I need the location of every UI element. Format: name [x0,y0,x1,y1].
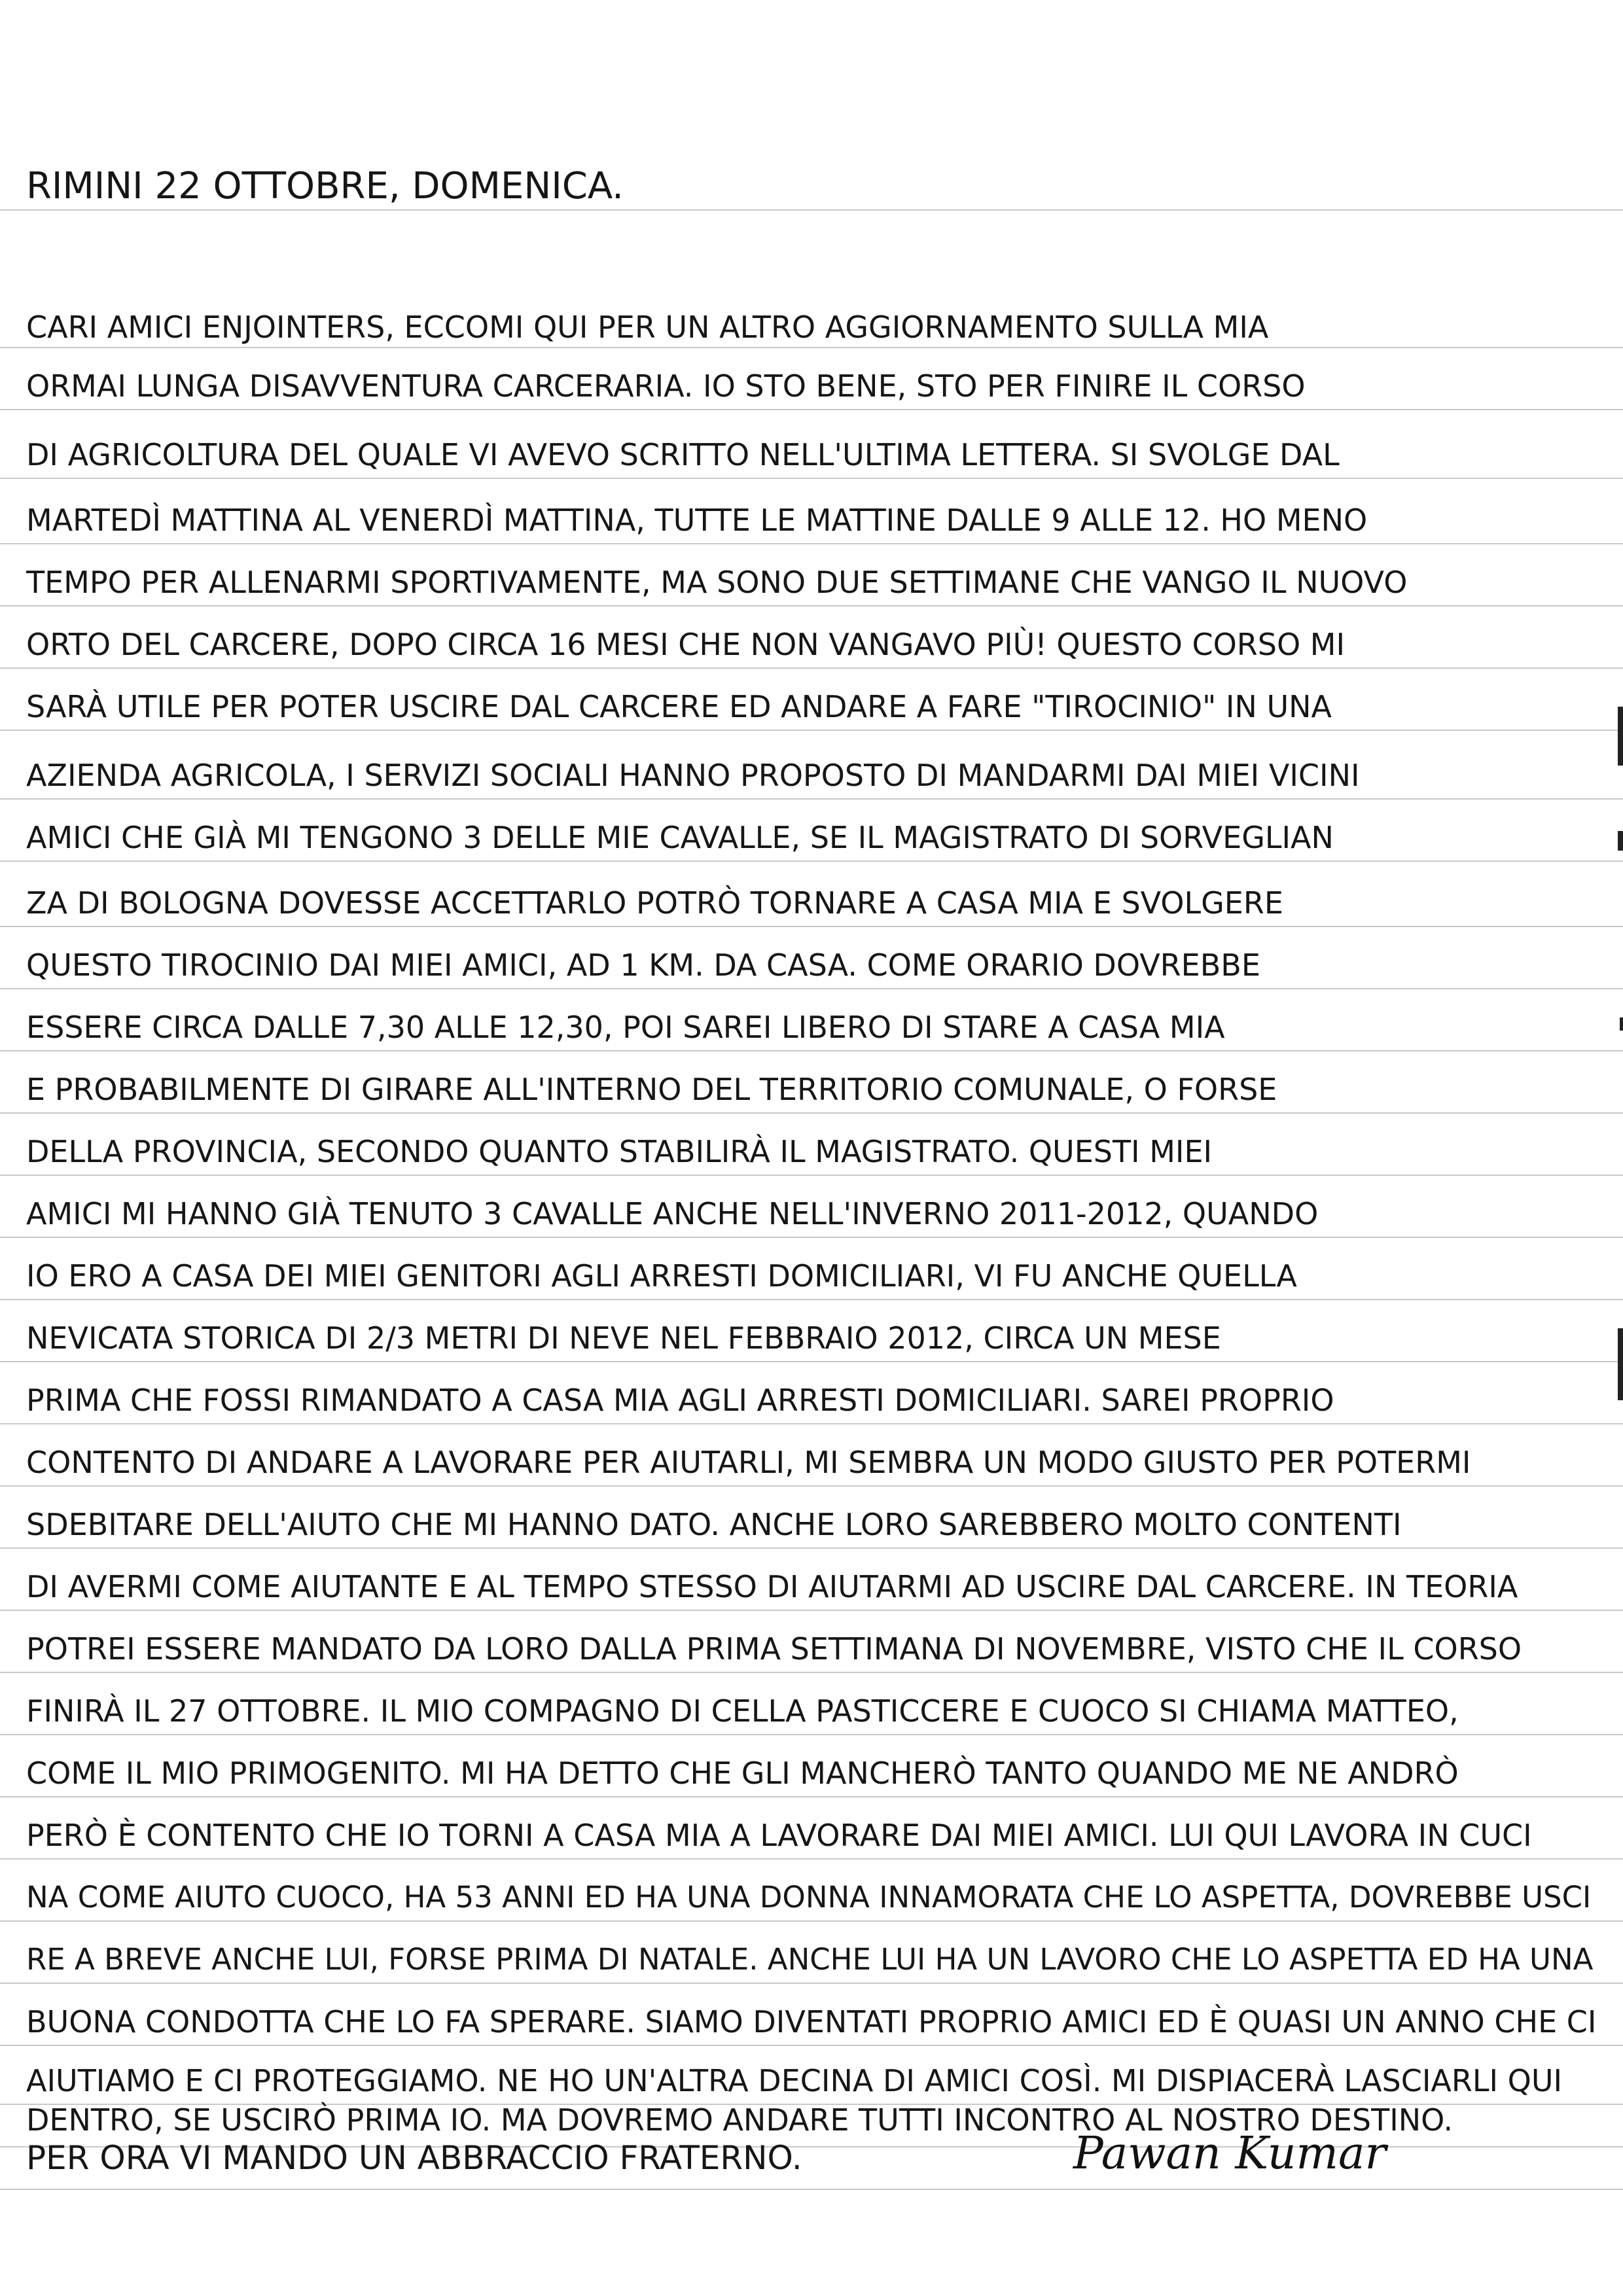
edge-mark [1618,831,1623,851]
letter-line: E PROBABILMENTE DI GIRARE ALL'INTERNO DEL TERRITORIO COMUNALE, O FORSE [26,1072,1277,1107]
closing-text: PER ORA VI MANDO UN ABBRACCIO FRATERNO. [26,2139,802,2177]
letter-line: DI AGRICOLTURA DEL QUALE VI AVEVO SCRITTO NELL'ULTIMA LETTERA. SI SVOLGE DAL [26,437,1340,472]
letter-line: SARÀ UTILE PER POTER USCIRE DAL CARCERE ED ANDARE A FARE "TIROCINIO" IN UNA [26,689,1332,724]
letter-line: BUONA CONDOTTA CHE LO FA SPERARE. SIAMO DIVENTATI PROPRIO AMICI ED È QUASI UN ANNO CHE CI [26,2004,1597,2040]
letter-line: CARI AMICI ENJOINTERS, ECCOMI QUI PER UN ALTRO AGGIORNAMENTO SULLA MIA [26,309,1269,345]
letter-line: MARTEDÌ MATTINA AL VENERDÌ MATTINA, TUTTE LE MATTINE DALLE 9 ALLE 12. HO MENO [26,503,1368,538]
closing-row [26,2128,1597,2184]
letter-line: AIUTIAMO E CI PROTEGGIAMO. NE HO UN'ALTRA DECINA DI AMICI COSÌ. MI DISPIACERÀ LASCIARLI QUI [26,2063,1563,2098]
edge-mark [1620,1017,1623,1031]
letter-line: POTREI ESSERE MANDATO DA LORO DALLA PRIMA SETTIMANA DI NOVEMBRE, VISTO CHE IL CORSO [26,1631,1522,1667]
letter-heading: RIMINI 22 OTTOBRE, DOMENICA. [26,165,624,207]
letter-line: AMICI MI HANNO GIÀ TENUTO 3 CAVALLE ANCHE NELL'INVERNO 2011-2012, QUANDO [26,1196,1319,1231]
letter-line: FINIRÀ IL 27 OTTOBRE. IL MIO COMPAGNO DI CELLA PASTICCERE E CUOCO SI CHIAMA MATTEO, [26,1693,1459,1729]
letter-line: ORTO DEL CARCERE, DOPO CIRCA 16 MESI CHE NON VANGAVO PIÙ! QUESTO CORSO MI [26,627,1346,662]
letter-line: DELLA PROVINCIA, SECONDO QUANTO STABILIRÀ IL MAGISTRATO. QUESTI MIEI [26,1134,1213,1169]
edge-mark [1618,1328,1623,1400]
letter-line: NEVICATA STORICA DI 2/3 METRI DI NEVE NEL FEBBRAIO 2012, CIRCA UN MESE [26,1320,1221,1356]
letter-line: SDEBITARE DELL'AIUTO CHE MI HANNO DATO. ANCHE LORO SAREBBERO MOLTO CONTENTI [26,1507,1402,1542]
edge-mark [1618,707,1623,766]
signature: Pawan Kumar [1073,2128,1387,2180]
letter-line: IO ERO A CASA DEI MIEI GENITORI AGLI ARRESTI DOMICILIARI, VI FU ANCHE QUELLA [26,1258,1297,1294]
letter-line: RE A BREVE ANCHE LUI, FORSE PRIMA DI NATALE. ANCHE LUI HA UN LAVORO CHE LO ASPETTA ED HA UNA [26,1942,1594,1977]
letter-line: CONTENTO DI ANDARE A LAVORARE PER AIUTARLI, MI SEMBRA UN MODO GIUSTO PER POTERMI [26,1445,1471,1480]
letter-line: AMICI CHE GIÀ MI TENGONO 3 DELLE MIE CAVALLE, SE IL MAGISTRATO DI SORVEGLIAN [26,820,1334,855]
letter-line: DENTRO, SE USCIRÒ PRIMA IO. MA DOVREMO ANDARE TUTTI INCONTRO AL NOSTRO DESTINO. [26,2102,1454,2138]
letter-line: ORMAI LUNGA DISAVVENTURA CARCERARIA. IO STO BENE, STO PER FINIRE IL CORSO [26,368,1306,404]
letter-line: COME IL MIO PRIMOGENITO. MI HA DETTO CHE GLI MANCHERÒ TANTO QUANDO ME NE ANDRÒ [26,1756,1459,1791]
letter-line: PRIMA CHE FOSSI RIMANDATO A CASA MIA AGLI ARRESTI DOMICILIARI. SAREI PROPRIO [26,1383,1334,1418]
letter-line: TEMPO PER ALLENARMI SPORTIVAMENTE, MA SONO DUE SETTIMANE CHE VANGO IL NUOVO [26,565,1408,600]
letter-line: ESSERE CIRCA DALLE 7,30 ALLE 12,30, POI SAREI LIBERO DI STARE A CASA MIA [26,1010,1225,1045]
letter-line: AZIENDA AGRICOLA, I SERVIZI SOCIALI HANNO PROPOSTO DI MANDARMI DAI MIEI VICINI [26,758,1360,793]
ruled-line [0,2189,1623,2190]
letter-line: DI AVERMI COME AIUTANTE E AL TEMPO STESSO DI AIUTARMI AD USCIRE DAL CARCERE. IN TEORIA [26,1569,1518,1604]
letter-line: NA COME AIUTO CUOCO, HA 53 ANNI ED HA UNA DONNA INNAMORATA CHE LO ASPETTA, DOVREBBE USCI [26,1880,1592,1915]
letter-line: ZA DI BOLOGNA DOVESSE ACCETTARLO POTRÒ TORNARE A CASA MIA E SVOLGERE [26,885,1283,921]
letter-line: QUESTO TIROCINIO DAI MIEI AMICI, AD 1 KM. DA CASA. COME ORARIO DOVREBBE [26,947,1260,983]
letter-line: PERÒ È CONTENTO CHE IO TORNI A CASA MIA A LAVORARE DAI MIEI AMICI. LUI QUI LAVORA IN CUCI [26,1818,1532,1853]
